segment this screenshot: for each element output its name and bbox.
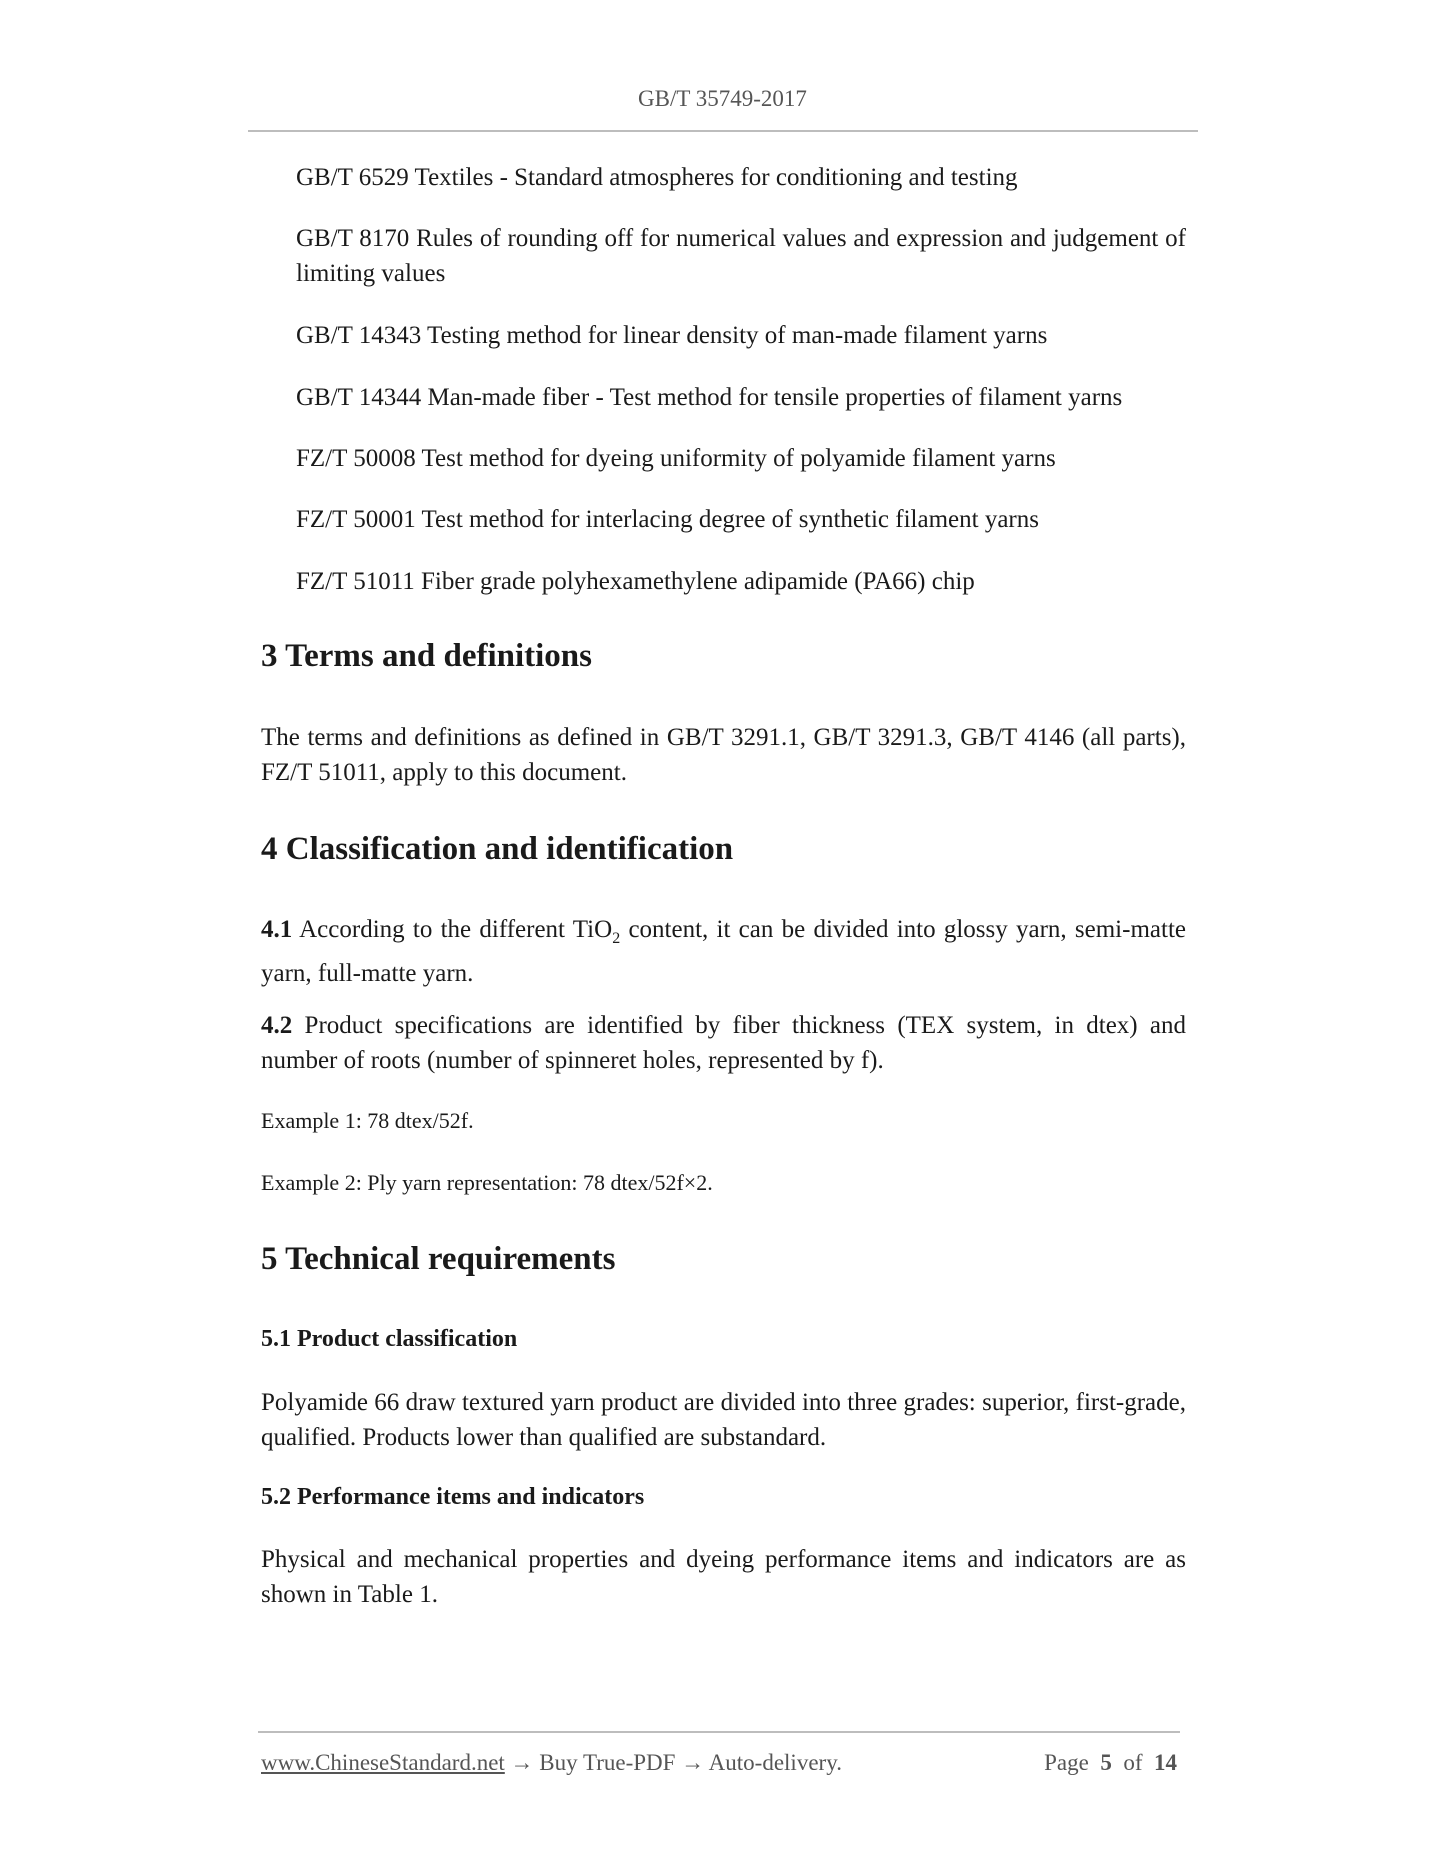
section-4-heading: 4 Classification and identification: [261, 831, 734, 867]
reference-item: FZ/T 51011 Fiber grade polyhexamethylene adipamide (PA66) chip: [296, 568, 975, 595]
clause-4-2: [261, 1008, 1186, 1078]
example-2: Example 2: Ply yarn representation: 78 dtex/52f×2.: [261, 1170, 713, 1195]
reference-item: GB/T 8170 Rules of rounding off for numerical values and expression and judgement of limiting values: [296, 225, 1186, 287]
clause-number: 4.2: [261, 1012, 293, 1039]
buy-text: Buy True-PDF: [539, 1750, 676, 1775]
section-5-2-heading: 5.2 Performance items and indicators: [261, 1484, 645, 1510]
page-label: Page: [1044, 1750, 1089, 1775]
clause-text: According to the different TiO: [299, 916, 613, 943]
arrow-icon: →: [510, 1750, 534, 1775]
section-3-heading: 3 Terms and definitions: [261, 638, 592, 674]
reference-item: GB/T 6529 Textiles - Standard atmospheres for conditioning and testing: [296, 164, 1018, 191]
example-1: Example 1: 78 dtex/52f.: [261, 1108, 474, 1133]
reference-item: GB/T 14343 Testing method for linear density of man-made filament yarns: [296, 322, 1048, 349]
footer-rule: [258, 1731, 1180, 1733]
reference-item: FZ/T 50001 Test method for interlacing degree of synthetic filament yarns: [296, 506, 1039, 533]
clause-text: content, it can be divided into glossy yarn, semi-matte yarn, full-matte yarn.: [261, 916, 1186, 987]
current-page: 5: [1100, 1750, 1112, 1775]
header-rule: [248, 130, 1198, 132]
website-link[interactable]: www.ChineseStandard.net: [261, 1750, 505, 1775]
subscript: 2: [612, 930, 621, 947]
section-5-2-text: Physical and mechanical properties and dyeing performance items and indicators are as shown in Table 1.: [261, 1546, 1186, 1608]
clause-text: Product specifications are identified by fiber thickness (TEX system, in dtex) and number of roots (number of spinneret holes, represented by f).: [261, 1012, 1186, 1074]
total-pages: 14: [1154, 1750, 1177, 1775]
section-5-1-heading: 5.1 Product classification: [261, 1326, 518, 1352]
reference-item: GB/T 14344 Man-made fiber - Test method for tensile properties of filament yarns: [296, 384, 1123, 411]
footer-promo: [261, 1750, 842, 1776]
reference-item: FZ/T 50008 Test method for dyeing uniformity of polyamide filament yarns: [296, 445, 1056, 472]
clause-4-1: [261, 912, 1186, 991]
page-number: [1044, 1750, 1177, 1776]
of-label: of: [1123, 1750, 1143, 1775]
clause-number: 4.1: [261, 916, 293, 943]
section-5-heading: 5 Technical requirements: [261, 1241, 616, 1277]
arrow-icon: →: [681, 1750, 705, 1775]
document-id-header: GB/T 35749-2017: [638, 86, 807, 111]
section-3-text: The terms and definitions as defined in GB/T 3291.1, GB/T 3291.3, GB/T 4146 (all parts), FZ/T 51011, apply to this document.: [261, 724, 1186, 786]
delivery-text: Auto-delivery.: [708, 1750, 842, 1775]
section-5-1-text: Polyamide 66 draw textured yarn product are divided into three grades: superior, first-grade, qualified. Products lower than qualified are substandard.: [261, 1389, 1186, 1451]
